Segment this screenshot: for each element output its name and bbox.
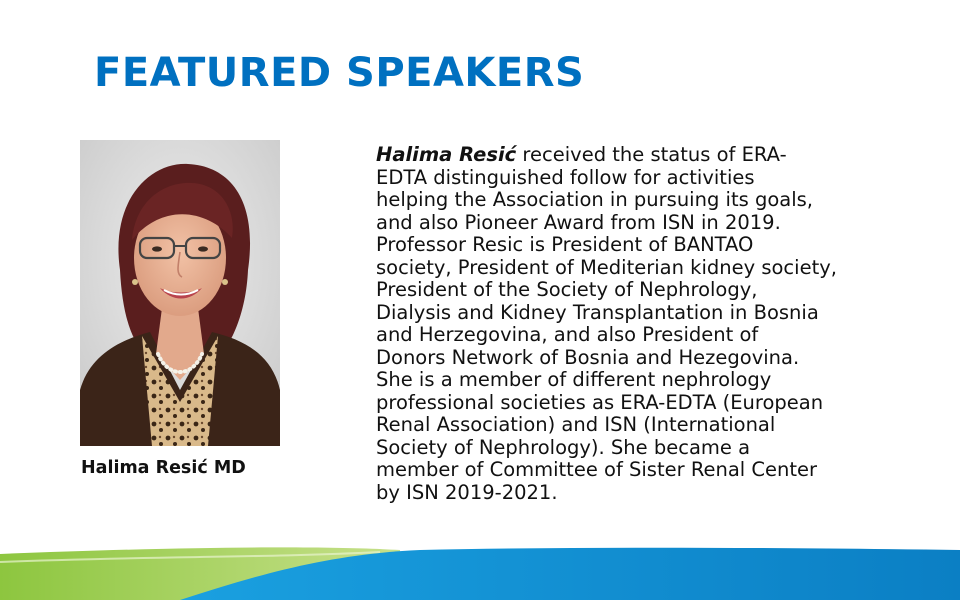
bio-line: [376, 302, 936, 325]
bio-line: [376, 279, 936, 302]
bio-text: Renal Association) and ISN (International: [376, 413, 776, 436]
bio-line: [376, 414, 936, 437]
footer-band: [0, 540, 960, 600]
bio-line: [376, 167, 936, 190]
bio-line: [376, 459, 936, 482]
bio-line: [376, 144, 936, 167]
bio-line: [376, 257, 936, 280]
bio-text: member of Committee of Sister Renal Center: [376, 458, 818, 481]
bio-text: Donors Network of Bosnia and Hezegovina.: [376, 345, 800, 369]
bio-line: [376, 482, 936, 505]
bio-text: by ISN 2019-2021.: [376, 480, 558, 504]
bio-text: helping the Association in pursuing its goals,: [376, 188, 813, 211]
bio-text: Society of Nephrology). She became a: [376, 435, 751, 459]
bio-text: and Herzegovina, and also President of: [376, 323, 759, 346]
bio-line: [376, 234, 936, 257]
bio-line: [376, 212, 936, 235]
speaker-photo: [80, 140, 280, 446]
bio-line: [376, 437, 936, 460]
bio-text: EDTA distinguished follow for activities: [376, 165, 755, 189]
bio-text: She is a member of different nephrology: [376, 368, 772, 391]
bio-line: [376, 392, 936, 415]
bio-text: Dialysis and Kidney Transplantation in Bosnia: [376, 300, 819, 324]
speaker-bio: [376, 144, 936, 504]
slide-title: FEATURED SPEAKERS: [94, 50, 585, 96]
bio-line: [376, 189, 936, 212]
bio-text: Professor Resic is President of BANTAO: [376, 233, 754, 256]
bio-text: professional societies as ERA-EDTA (European: [376, 390, 824, 414]
bio-text: received the status of ERA-: [516, 143, 787, 166]
bio-text: society, President of Mediterian kidney society,: [376, 255, 837, 279]
bio-speaker-name: Halima Resić: [376, 143, 517, 166]
bio-text: and also Pioneer Award from ISN in 2019.: [376, 210, 781, 234]
speaker-caption: Halima Resić MD: [81, 458, 246, 478]
bio-line: [376, 347, 936, 370]
bio-text: President of the Society of Nephrology,: [376, 278, 758, 301]
bio-line: [376, 369, 936, 392]
bio-line: [376, 324, 936, 347]
